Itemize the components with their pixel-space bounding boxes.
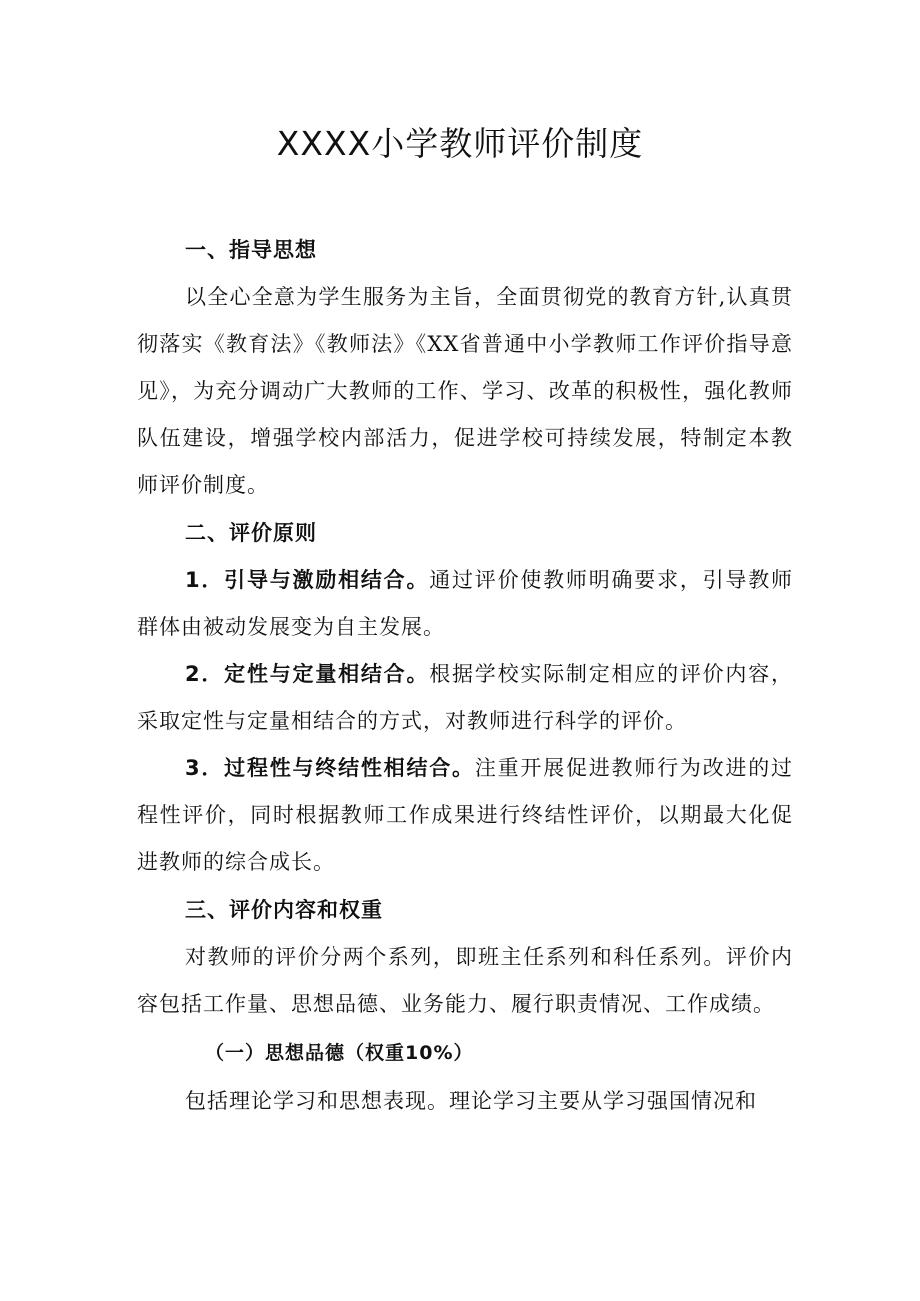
section-heading-guiding-ideology: 一、指导思想: [185, 238, 317, 262]
principle-lead: 3．过程性与终结性相结合。: [185, 756, 475, 780]
principle-text: 注重开展促进教师行为改进的过程性评价，同时根据教师工作成果进行终结性评价，以期最大化促进教师的综合成长。: [137, 756, 793, 874]
principle-item: [137, 651, 793, 745]
section-heading-evaluation-principles: 二、评价原则: [185, 521, 317, 545]
moral-character-paragraph: 包括理论学习和思想表现。理论学习主要从学习强国情况和: [185, 1089, 757, 1113]
subsection-heading-moral-character: （一）思想品德（权重10%）: [205, 1042, 474, 1064]
principle-lead: 1．引导与激励相结合。: [185, 568, 430, 592]
principle-text: 根据学校实际制定相应的评价内容，采取定性与定量相结合的方式，对教师进行科学的评价。: [137, 662, 793, 733]
guiding-ideology-paragraph: 以全心全意为学生服务为主旨，全面贯彻党的教育方针,认真贯彻落实《教育法》《教师法》《XX省普通中小学教师工作评价指导意见》，为充分调动广大教师的工作、学习、改革的积极性，强化教师队伍建设，增强学校内部活力，促进学校可持续发展，特制定本教师评价制度。: [137, 285, 793, 497]
section-heading-content-and-weights: 三、评价内容和权重: [185, 898, 383, 922]
principle-item: [137, 745, 793, 886]
document-body: [137, 226, 793, 1125]
principle-lead: 2．定性与定量相结合。: [185, 662, 430, 686]
principle-text: 通过评价使教师明确要求，引导教师群体由被动发展变为自主发展。: [137, 568, 793, 639]
principle-item: [137, 557, 793, 651]
document-title: XXXX小学教师评价制度: [276, 124, 644, 163]
content-and-weights-paragraph: 对教师的评价分两个系列，即班主任系列和科任系列。评价内容包括工作量、思想品德、业务能力、履行职责情况、工作成绩。: [137, 945, 793, 1016]
